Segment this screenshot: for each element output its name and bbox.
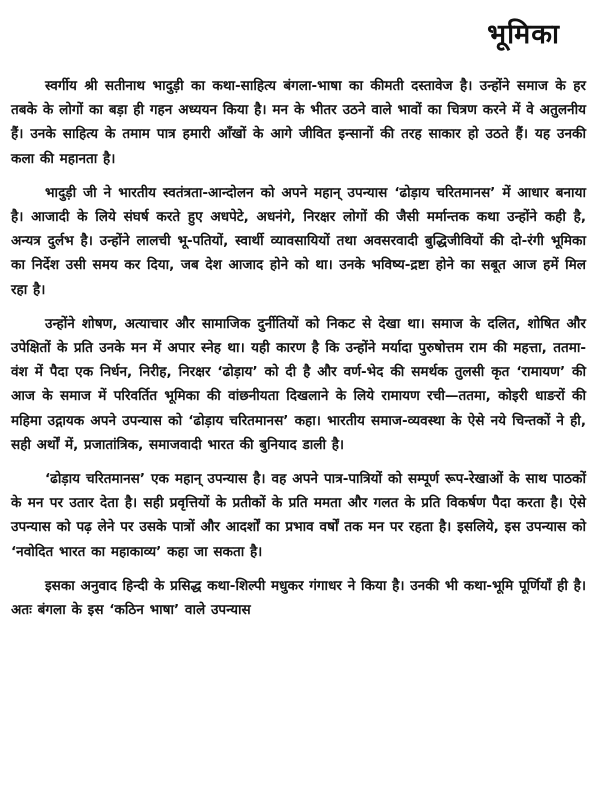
page-body xyxy=(11,74,586,622)
page-heading: भूमिका xyxy=(487,19,560,50)
paragraph-1: स्वर्गीय श्री सतीनाथ भादुड़ी का कथा-साहित्य बंगला-भाषा का कीमती दस्तावेज है। उन्होंने समाज के हर तबके के लोगों का बड़ा ही गहन अध्ययन किया है। मन के भीतर उठने वाले भावों का चित्रण करने में वे अतुलनीय हैं। उनके साहित्य के तमाम पात्र हमारी आँखों के आगे जीवित इन्सानों की तरह साकार हो उठते हैं। यह उनकी कला की महानता है। xyxy=(11,78,586,167)
paragraph-5: इसका अनुवाद हिन्दी के प्रसिद्ध कथा-शिल्पी मधुकर गंगाधर ने किया है। उनकी भी कथा-भूमि पूर्णियाँ ही है। अतः बंगला के इस ‘कठिन भाषा’ वाले उपन्यास xyxy=(11,577,586,619)
paragraph-4: ‘ढोड़ाय चरितमानस’ एक महान् उपन्यास है। वह अपने पात्र-पात्रियों को सम्पूर्ण रूप-रेखाओं के साथ पाठकों के मन पर उतार देता है। सही प्रवृत्तियों के प्रतीकों के प्रति ममता और गलत के प्रति विकर्षण पैदा करता है। ऐसे उपन्यास को पढ़ लेने पर उसके पात्रों और आदर्शों का प्रभाव वर्षों तक मन पर रहता है। इसलिये, इस उपन्यास को ‘नवोदित भारत का महाकाव्य’ कहा जा सकता है। xyxy=(11,471,586,560)
paragraph-2: भादुड़ी जी ने भारतीय स्वतंत्रता-आन्दोलन को अपने महान् उपन्यास ‘ढोड़ाय चरितमानस’ में आधार बनाया है। आजादी के लिये संघर्ष करते हुए अधपेटे, अधनंगे, निरक्षर लोगों की जैसी मर्मान्तक कथा उन्होंने कही है, अन्यत्र दुर्लभ है। उन्होंने लालची भू-पतियों, स्वार्थी व्यावसायियों तथा अवसरवादी बुद्धिजीवियों की दो-रंगी भूमिका का निर्देश उसी समय कर दिया, जब देश आजाद होने को था। उनके भविष्य-द्रष्टा होने का सबूत आज हमें मिल रहा है। xyxy=(11,184,586,298)
paragraph-3: उन्होंने शोषण, अत्याचार और सामाजिक दुर्नीतियों को निकट से देखा था। समाज के दलित, शोषित और उपेक्षितों के प्रति उनके मन में अपार स्नेह था। यही कारण है कि उन्होंने मर्यादा पुरुषोत्तम राम की महत्ता, ततमा-वंश में पैदा एक निर्धन, निरीह, निरक्षर ‘ढोड़ाय’ को दी है और वर्ण-भेद की समर्थक तुलसी कृत ‘रामायण’ की आज के समाज में परिवर्तित भूमिका की वांछनीयता दिखलाने के लिये रामायण रची—ततमा, कोइरी धाङरों की महिमा उद्गायक अपने उपन्यास को ‘ढोड़ाय चरितमानस’ कहा। भारतीय समाज-व्यवस्था के ऐसे नये चिन्तकों ने ही, सही अर्थों में, प्रजातांत्रिक, समाजवादी भारत की बुनियाद डाली है। xyxy=(11,315,586,453)
